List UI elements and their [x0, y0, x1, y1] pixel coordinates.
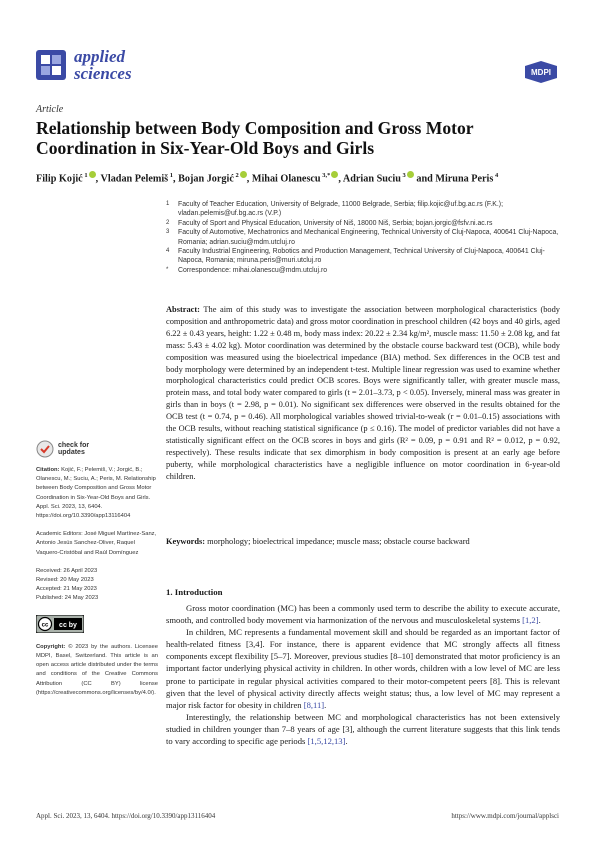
citation-link[interactable]: [1,5,12,13]	[307, 736, 346, 747]
svg-text:MDPI: MDPI	[531, 68, 551, 77]
affiliation-number: 3	[166, 229, 170, 236]
author-affiliation-number: 1	[82, 172, 88, 179]
check-for-updates-button[interactable]: check for updates	[36, 440, 158, 458]
check-updates-icon	[36, 440, 54, 458]
author-list: Filip Kojić $^1$ , Vladan Pelemiš $^1$, Bojan Jorgić $^2$ , Mihai Olanescu $^{3,*}$ , Adrian Suciu $^3$ and Miruna Peris $^4$	[36, 172, 499, 185]
affiliation-number: 4	[166, 248, 170, 255]
introduction-body	[166, 602, 560, 747]
author-affiliation-number: 4	[493, 172, 499, 179]
keywords-text: morphology; bioelectrical impedance; muscle mass; obstacle course backward	[207, 537, 470, 546]
svg-text:cc by: cc by	[59, 621, 77, 629]
journal-header	[36, 48, 559, 88]
author-name[interactable]: Mihai Olanescu	[251, 173, 321, 185]
affiliation-item	[166, 266, 566, 275]
author-name[interactable]: Filip Kojić	[36, 173, 83, 185]
affiliation-item	[166, 219, 566, 228]
affiliation-item	[166, 228, 566, 247]
academic-editors: Academic Editors: José Miguel Martínez-Sanz, Antonio Jesús Sanchez-Oliver, Raquel Vaquero-Cristóbal and Raúl Domínguez	[36, 531, 157, 556]
footer-url[interactable]: https://www.mdpi.com/journal/applsci	[451, 812, 559, 820]
orcid-icon[interactable]	[240, 171, 247, 178]
dates: Received: 26 April 2023 Revised: 20 May 2023 Accepted: 21 May 2023 Published: 24 May 2023	[36, 567, 99, 602]
affiliation-text: Faculty of Sport and Physical Education, University of Niš, 18000 Niš, Serbia; bojan.jorgic@fsfv.ni.ac.rs	[178, 219, 493, 227]
author-affiliation-number: 2	[233, 172, 239, 179]
copyright-notice: Copyright: © 2023 by the authors. Licensee MDPI, Basel, Switzerland. This article is an open access article distributed under the terms and conditions of the Creative Commons Attribution (CC BY) license (https://creativecommons.org/licenses/by/4.0/).	[36, 643, 158, 696]
journal-logo-icon	[36, 50, 66, 80]
svg-text:cc: cc	[41, 622, 49, 629]
author-name[interactable]: Adrian Suciu	[342, 173, 401, 185]
affiliation-text: Faculty of Automotive, Mechatronics and Mechanical Engineering, Technical University of Cluj-Napoca, 400641 Cluj-Napoca, Romania; adrian.suciu@mdm.utcluj.ro	[178, 229, 559, 246]
affiliation-text: Faculty of Teacher Education, University of Belgrade, 11000 Belgrade, Serbia; filip.kojic@uf.bg.ac.rs (F.K.); vladan.pelemis@uf.bg.ac.rs (V.P.)	[178, 201, 504, 218]
affiliations	[166, 200, 566, 275]
abstract	[166, 304, 560, 483]
affiliation-item	[166, 247, 566, 266]
orcid-icon[interactable]	[407, 171, 414, 178]
affiliation-number: 1	[166, 201, 170, 207]
affiliation-item	[166, 200, 566, 219]
affiliation-number: 2	[166, 219, 170, 226]
author-name[interactable]: Vladan Pelemiš	[100, 173, 169, 185]
mdpi-logo-icon[interactable]	[523, 60, 559, 84]
keywords	[166, 536, 560, 547]
introduction-paragraph: Gross motor coordination (MC) has been a commonly used term to describe the ability to execute accurate, smooth, and controlled body movement via harmonization of the nervous and musculoskeletal systems [1,2].	[166, 603, 560, 626]
abstract-text: The aim of this study was to investigate the association between morphological characteristics (body composition and anthropometric data) and gross motor coordination in preschool children (42 boys and 40 girls, aged 6.22 ± 0.43 years, height: 1.22 ± 0.48 m, body mass index: 20.22 ± 2.34 kg/m², muscle mass: 11.50 ± 2.08 kg, and fat mass: 5.43 ± 4.02 kg). Motor coordination was determined by the obstacle course backward test (OCB), while body composition was measured using the bioelectrical impedance (BIA) method. Sex differences in the OCB test and body morphology were determined by an independent t-test. Multiple linear regression was used to examine whether morphological characteristics could predict OCB scores. Boys were significantly taller, with greater muscle mass, protein mass, and total body water compared to girls (t = 2.01–3.73, p < 0.05). Inversely, mineral mass was greater in girls than in boys (t = 2.98, p = 0.01). No significant sex differences were observed in the results obtained for the OCB test (t = 0.74, p = 0.46). All morphological variables showed trivial-to-weak (r = 0.01–0.15) associations with the OCB results, without reaching statistical significance (p ≤ 0.16). The model of predictor variables did not have a statistically significant effect on the OCB scores in boys and girls (R² = 0.09, p = 0.91 and R² = 0.012, p = 0.92, respectively). These results indicate that sex dimorphism in body composition is present at an early age before puberty, while morphological characteristics have a negligible influence on motor coordination in 6-year-old children.	[166, 305, 560, 481]
page-footer	[36, 812, 559, 820]
affiliation-text: Faculty Industrial Engineering, Robotics and Production Management, Technical University of Cluj-Napoca, 400641 Cluj-Napoca, Romania; miruna.peris@muri.utcluj.ro	[178, 248, 545, 265]
author-name[interactable]: Bojan Jorgić	[178, 173, 234, 185]
orcid-icon[interactable]	[331, 171, 338, 178]
article-title: Relationship between Body Composition and Gross Motor Coordination in Six-Year-Old Boys and Girls	[36, 118, 474, 158]
affiliation-text: Correspondence: mihai.olanescu@mdm.utcluj.ro	[178, 266, 328, 274]
section-heading: 1. Introduction	[166, 587, 223, 597]
affiliation-number: *	[166, 266, 169, 273]
article-type: Article	[36, 104, 64, 115]
cc-by-license-icon[interactable]	[36, 615, 84, 633]
introduction-paragraph: In children, MC represents a fundamental movement skill and should be regarded as an important factor of health-related fitness [3,4]. For instance, there is apparent evidence that MC strongly affects all fitness components except flexibility [5–7]. Moreover, previous studies [8–10] demonstrated that motor proficiency is an important factor underlying physical activity in children. In other words, children with a low level of MC are less prone to participate in regular physical activities compared to their motor-competent peers [8]. This is relevant given that the level of physical activity directly affects weight status; thus, a low level of MC may represent a major risk factor for obesity in children [8,11].	[166, 627, 560, 710]
author-affiliation-number: 1	[168, 172, 174, 179]
author-affiliation-number: 3	[400, 172, 406, 179]
citation-link[interactable]: [8,11]	[303, 699, 325, 710]
introduction-paragraph: Interestingly, the relationship between MC and morphological characteristics has not been extensively studied in children younger than 7–8 years of age [3], although the current literature suggests that this link tends to vary according to specific age periods [1,5,12,13].	[166, 711, 560, 747]
journal-name: applied sciences	[74, 47, 132, 83]
orcid-icon[interactable]	[89, 171, 96, 178]
author-name[interactable]: Miruna Peris	[435, 173, 494, 185]
footer-citation[interactable]: Appl. Sci. 2023, 13, 6404. https://doi.org/10.3390/app13116404	[36, 812, 216, 820]
keywords-label: Keywords:	[166, 537, 206, 546]
sidebar	[36, 440, 158, 707]
abstract-label: Abstract:	[166, 305, 200, 314]
author-affiliation-number: 3,*	[320, 172, 331, 179]
citation-block: Citation: Kojić, F.; Pelemiš, V.; Jorgić, B.; Olanescu, M.; Suciu, A.; Peris, M. Relationship between Body Composition and Gross Motor Coordination in Six-Year-Old Boys and Girls. Appl. Sci. 2023, 13, 6404. https://doi.org/10.3390/app13116404	[36, 467, 156, 520]
citation-link[interactable]: [1,2]	[522, 615, 539, 626]
